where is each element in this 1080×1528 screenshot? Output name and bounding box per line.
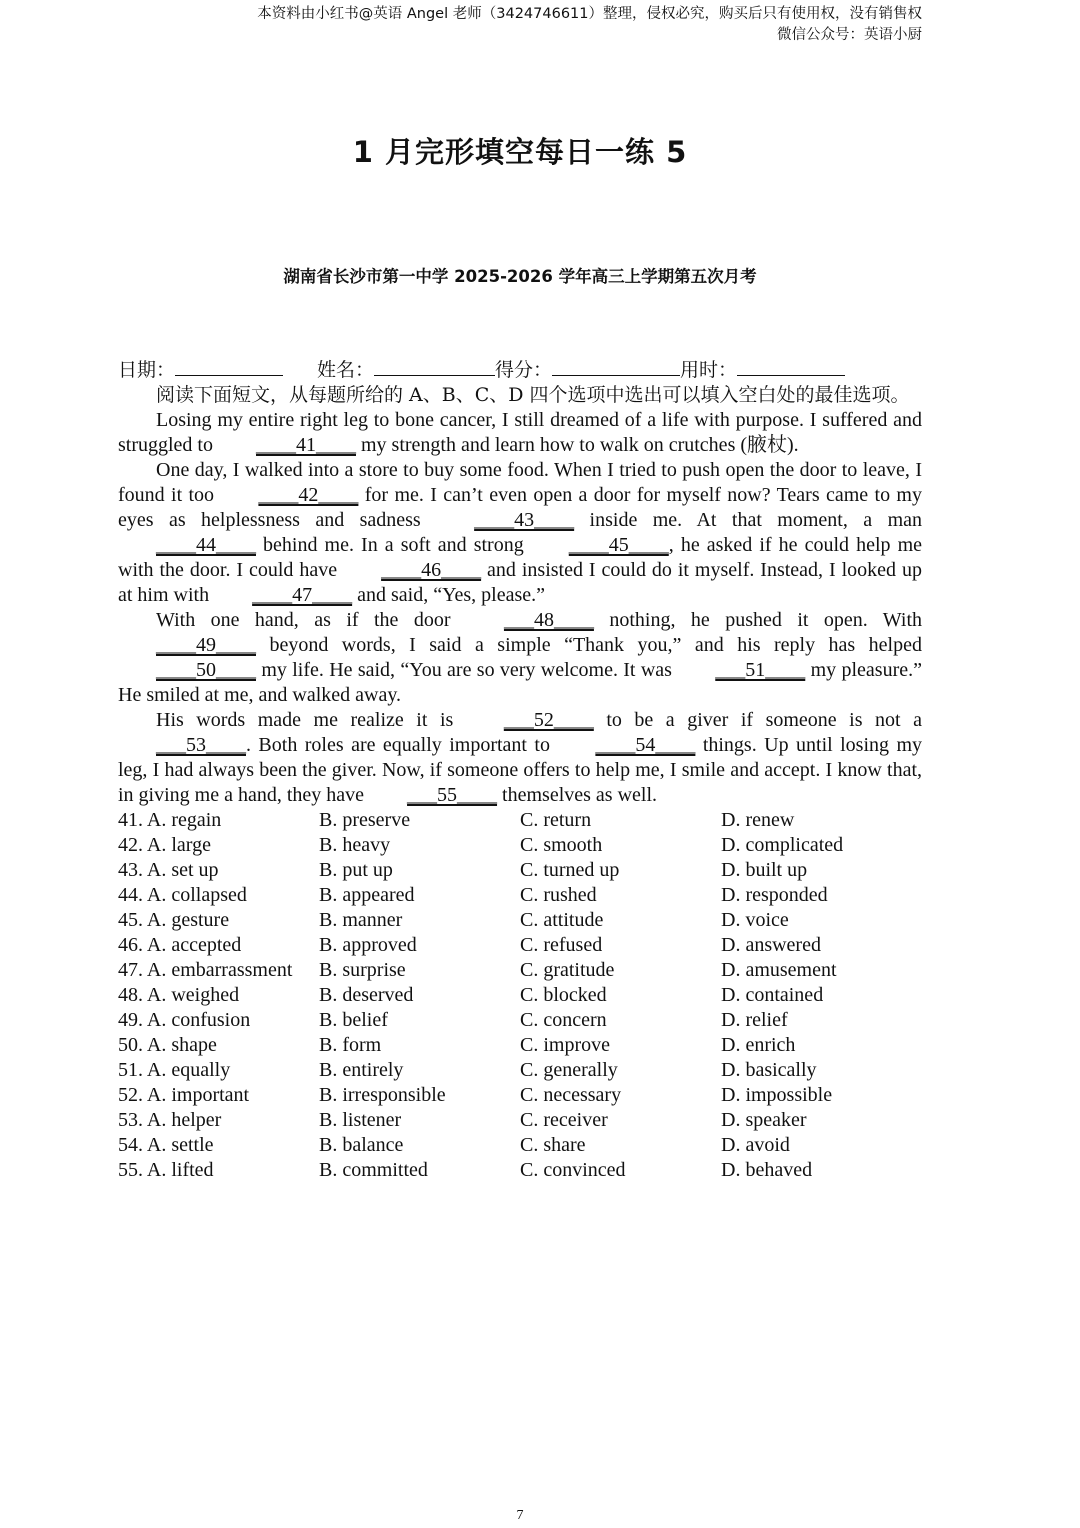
option-c[interactable]: C. convinced: [520, 1159, 626, 1181]
option-d[interactable]: D. amusement: [721, 959, 837, 981]
option-c[interactable]: C. share: [520, 1134, 586, 1156]
option-row-51: [118, 1058, 922, 1083]
option-a[interactable]: 52. A. important: [118, 1084, 250, 1106]
passage-text: themselves as well.: [497, 784, 658, 806]
option-b[interactable]: B. surprise: [319, 959, 406, 981]
option-b[interactable]: B. balance: [319, 1134, 404, 1156]
blank-55: ___55____: [407, 784, 498, 806]
blank-49: ____49____: [156, 634, 256, 656]
instructions: 阅读下面短文，从每题所给的 A、B、C、D 四个选项中选出可以填入空白处的最佳选项。: [156, 384, 910, 406]
passage-text: my strength and learn how to walk on crutches (腋杖).: [356, 434, 799, 456]
blank-54: ____54____: [595, 734, 696, 756]
date-field[interactable]: [175, 355, 283, 376]
passage-text: One day, I walked into a store to buy some food. When I tried to push open the door to leave, I found it too: [118, 459, 922, 506]
option-row-47: [118, 958, 922, 983]
option-c[interactable]: C. return: [520, 809, 592, 831]
option-row-44: [118, 883, 922, 908]
passage-text: . Both roles are equally important to: [246, 734, 558, 756]
option-row-45: [118, 908, 922, 933]
option-d[interactable]: D. avoid: [721, 1134, 790, 1156]
option-c[interactable]: C. attitude: [520, 909, 604, 931]
blank-41: ____41____: [256, 434, 356, 456]
passage-paragraph-1: [118, 408, 922, 458]
option-row-49: [118, 1008, 922, 1033]
option-a[interactable]: 44. A. collapsed: [118, 884, 247, 906]
page-title: 1 月完形填空每日一练 5: [352, 135, 688, 169]
option-row-42: [118, 833, 922, 858]
option-row-48: [118, 983, 922, 1008]
option-c[interactable]: C. refused: [520, 934, 603, 956]
passage-text: With one hand, as if the door: [156, 609, 466, 631]
option-d[interactable]: D. voice: [721, 909, 789, 931]
option-b[interactable]: B. listener: [319, 1109, 402, 1131]
blank-48: ___48____: [503, 609, 594, 631]
option-row-52: [118, 1083, 922, 1108]
passage-text: and insisted I could do it myself. Instead, I looked up at him with: [118, 559, 922, 606]
option-row-53: [118, 1108, 922, 1133]
option-row-41: [118, 808, 922, 833]
name-field[interactable]: [374, 355, 495, 376]
option-c[interactable]: C. smooth: [520, 834, 603, 856]
time-label: 用时：: [680, 359, 738, 381]
blank-47: ____47____: [252, 584, 353, 606]
option-d[interactable]: D. basically: [721, 1059, 817, 1081]
option-c[interactable]: C. turned up: [520, 859, 620, 881]
page-number: 7: [516, 1508, 524, 1523]
name-label: 姓名：: [317, 359, 375, 381]
passage-text: , he asked if he could help me with the door. I could have: [118, 534, 922, 581]
date-label: 日期：: [118, 359, 176, 381]
option-d[interactable]: D. renew: [721, 809, 795, 831]
option-a[interactable]: 50. A. shape: [118, 1034, 217, 1056]
blank-50: ____50____: [156, 659, 256, 681]
options-list: [118, 808, 922, 1183]
passage-paragraph-2: [118, 458, 922, 608]
passage-text: and said, “Yes, please.”: [352, 584, 546, 606]
passage-text: Losing my entire right leg to bone cancer, I still dreamed of a life with purpose. I suffered and struggled to: [118, 409, 922, 456]
blank-44: ____44____: [156, 534, 256, 556]
option-a[interactable]: 55. A. lifted: [118, 1159, 214, 1181]
passage-text: His words made me realize it is: [156, 709, 466, 731]
option-a[interactable]: 43. A. set up: [118, 859, 219, 881]
copyright-line: 本资料由小红书@英语 Angel 老师（3424746611）整理，侵权必究，购买后只有使用权，没有销售权: [257, 6, 922, 22]
passage-paragraph-3: [118, 608, 922, 708]
option-b[interactable]: B. preserve: [319, 809, 411, 831]
option-d[interactable]: D. impossible: [721, 1084, 833, 1106]
passage-text: my pleasure.” He smiled at me, and walked away.: [118, 659, 922, 706]
copyright-header: [257, 4, 922, 46]
blank-51: ___51____: [715, 659, 806, 681]
option-d[interactable]: D. responded: [721, 884, 828, 906]
option-c[interactable]: C. blocked: [520, 984, 607, 1006]
blank-45: ____45____: [568, 534, 669, 556]
blank-43: ____43____: [474, 509, 575, 531]
option-row-50: [118, 1033, 922, 1058]
passage-text: inside me. At that moment, a man: [574, 509, 922, 531]
option-a[interactable]: 51. A. equally: [118, 1059, 231, 1081]
option-b[interactable]: B. irresponsible: [319, 1084, 446, 1106]
option-b[interactable]: B. approved: [319, 934, 417, 956]
option-c[interactable]: C. concern: [520, 1009, 607, 1031]
option-a[interactable]: 46. A. accepted: [118, 934, 242, 956]
option-d[interactable]: D. behaved: [721, 1159, 813, 1181]
option-d[interactable]: D. built up: [721, 859, 808, 881]
passage-text: behind me. In a soft and strong: [256, 534, 531, 556]
option-row-54: [118, 1133, 922, 1158]
option-b[interactable]: B. entirely: [319, 1059, 404, 1081]
option-d[interactable]: D. contained: [721, 984, 824, 1006]
option-a[interactable]: 47. A. embarrassment: [118, 959, 293, 981]
option-d[interactable]: D. answered: [721, 934, 821, 956]
blank-53: ___53____: [156, 734, 246, 756]
passage-text: things. Up until losing my leg, I had always been the giver. Now, if someone offers to help me, I smile and accept. I know that, in giving me a hand, they have: [118, 734, 923, 806]
blank-42: ____42____: [258, 484, 359, 506]
option-d[interactable]: D. speaker: [721, 1109, 807, 1131]
option-b[interactable]: B. form: [319, 1034, 382, 1056]
blank-46: ____46____: [381, 559, 482, 581]
option-d[interactable]: D. relief: [721, 1009, 788, 1031]
blank-52: ___52____: [503, 709, 594, 731]
option-b[interactable]: B. manner: [319, 909, 403, 931]
info-row: [118, 355, 922, 383]
passage-text: my life. He said, “You are so very welcome. It was: [256, 659, 678, 681]
option-c[interactable]: C. rushed: [520, 884, 597, 906]
passage-text: for me. I can’t even open a door for myself now? Tears came to my eyes as helplessness and sadness: [118, 484, 922, 531]
wechat-line: 微信公众号：英语小厨: [777, 27, 922, 43]
option-b[interactable]: B. deserved: [319, 984, 414, 1006]
option-c[interactable]: C. gratitude: [520, 959, 615, 981]
option-b[interactable]: B. appeared: [319, 884, 415, 906]
option-a[interactable]: 49. A. confusion: [118, 1009, 251, 1031]
option-row-46: [118, 933, 922, 958]
option-d[interactable]: D. enrich: [721, 1034, 796, 1056]
option-a[interactable]: 42. A. large: [118, 834, 211, 856]
score-label: 得分：: [495, 359, 553, 381]
option-c[interactable]: C. generally: [520, 1059, 618, 1081]
option-a[interactable]: 45. A. gesture: [118, 909, 230, 931]
option-a[interactable]: 54. A. settle: [118, 1134, 214, 1156]
option-c[interactable]: C. improve: [520, 1034, 610, 1056]
option-b[interactable]: B. heavy: [319, 834, 391, 856]
option-b[interactable]: B. committed: [319, 1159, 428, 1181]
exam-subtitle: 湖南省长沙市第一中学 2025-2026 学年高三上学期第五次月考: [283, 267, 757, 286]
option-row-55: [118, 1158, 922, 1183]
option-a[interactable]: 53. A. helper: [118, 1109, 222, 1131]
option-c[interactable]: C. receiver: [520, 1109, 608, 1131]
option-a[interactable]: 48. A. weighed: [118, 984, 240, 1006]
passage-text: to be a giver if someone is not a: [593, 709, 922, 731]
passage-text: beyond words, I said a simple “Thank you,” and his reply has helped: [256, 634, 922, 656]
option-b[interactable]: B. put up: [319, 859, 393, 881]
option-c[interactable]: C. necessary: [520, 1084, 622, 1106]
option-b[interactable]: B. belief: [319, 1009, 388, 1031]
option-row-43: [118, 858, 922, 883]
score-field[interactable]: [552, 355, 680, 376]
worksheet-content: [118, 355, 922, 1183]
passage-paragraph-4: [118, 708, 922, 808]
passage-text: nothing, he pushed it open. With: [593, 609, 922, 631]
option-d[interactable]: D. complicated: [721, 834, 844, 856]
option-a[interactable]: 41. A. regain: [118, 809, 222, 831]
time-field[interactable]: [737, 355, 845, 376]
